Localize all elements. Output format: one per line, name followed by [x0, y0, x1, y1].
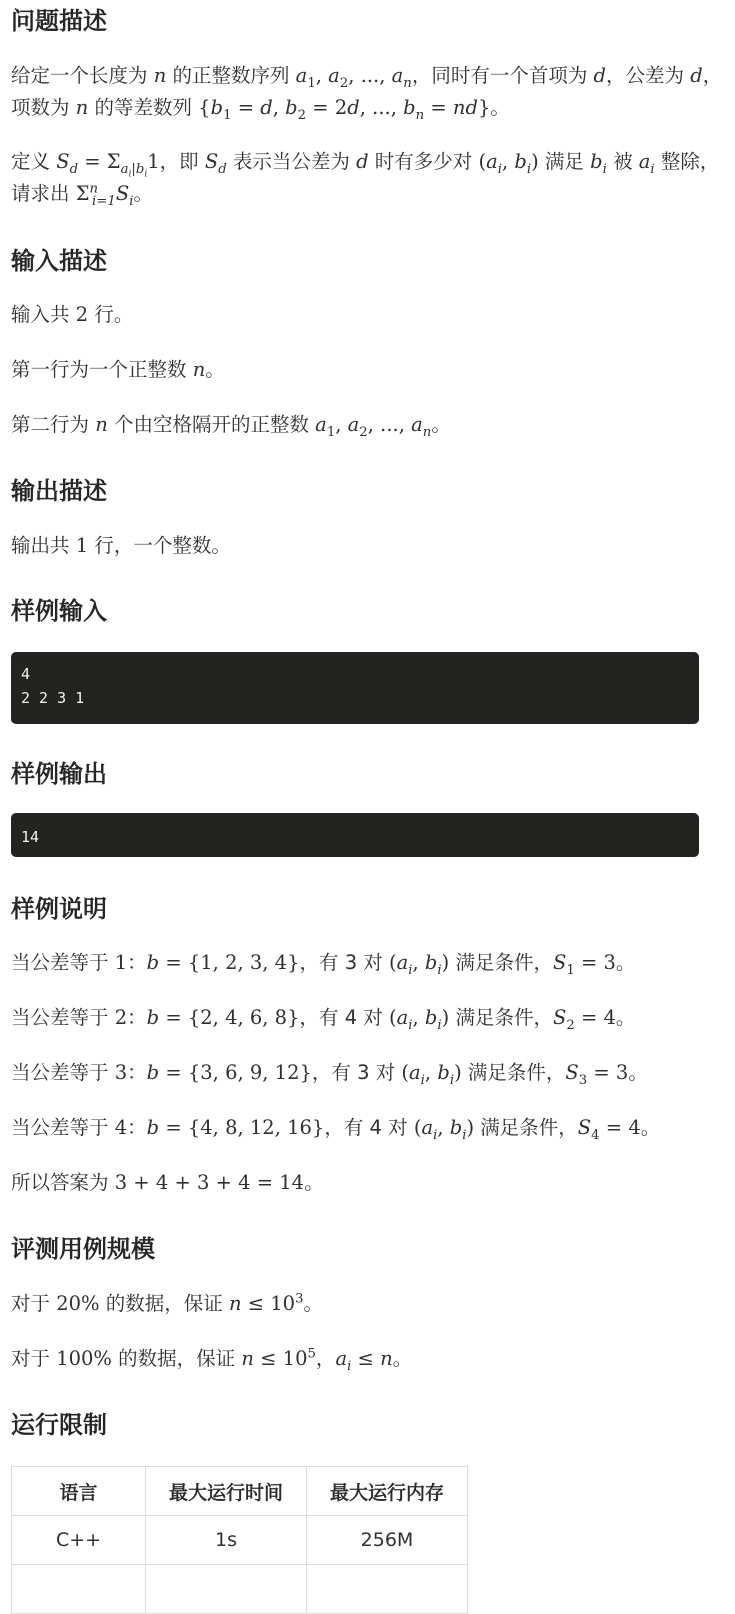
table-row-empty	[12, 1565, 468, 1614]
section-title-explanation: 样例说明	[11, 895, 107, 923]
table-header-row	[12, 1467, 468, 1516]
table-header-cell: 最大运行时间	[146, 1467, 307, 1516]
output-desc: 输出共 1 行，一个整数。	[11, 534, 231, 557]
sample-input-code: 4 2 2 3 1	[11, 652, 699, 724]
explanation-line2: 当公差等于 2：b = {2, 4, 6, 8}，有 4 对 ($a_i$, $b_i$) 满足条件，$S_2 = 4$。	[11, 1006, 636, 1033]
scale-line1: 对于 20% 的数据，保证 $n \le 10^3$。	[11, 1291, 324, 1315]
section-title-scale: 评测用例规模	[11, 1235, 155, 1263]
table-header-cell: 最大运行内存	[307, 1467, 468, 1516]
section-title-input: 输入描述	[11, 247, 107, 275]
scale-line2: 对于 100% 的数据，保证 $n \le 10^5$，$a_i \le n$。	[11, 1346, 413, 1374]
table-row	[12, 1516, 468, 1565]
explanation-final: 所以答案为 3 + 4 + 3 + 4 = 14。	[11, 1171, 324, 1194]
input-desc-line1: 输入共 2 行。	[11, 303, 134, 326]
section-title-sample-input: 样例输入	[11, 597, 107, 625]
section-title-sample-output: 样例输出	[11, 760, 107, 788]
table-cell: 1s	[146, 1516, 307, 1565]
problem-text: 给定一个长度为 n 的正整数序列 $a_1$, $a_2$, ..., $a_n$，同时有一个首项为 d，公差为 d，项数为 n 的等差数列 {$b_1 = d$, $b_2 = 2d$, ..., $b_n = nd$}。	[11, 64, 723, 123]
input-desc-line3: 第二行为 n 个由空格隔开的正整数 $a_1$, $a_2$, ..., $a_n$。	[11, 413, 451, 440]
table-cell: C++	[12, 1516, 146, 1565]
section-title-output: 输出描述	[11, 477, 107, 505]
explanation-line3: 当公差等于 3：b = {3, 6, 9, 12}，有 3 对 ($a_i$, $b_i$) 满足条件，$S_3 = 3$。	[11, 1061, 648, 1088]
sample-output-code: 14	[11, 813, 699, 857]
explanation-line1: 当公差等于 1：b = {1, 2, 3, 4}，有 3 对 ($a_i$, $b_i$) 满足条件，$S_1 = 3$。	[11, 951, 636, 978]
input-desc-line2: 第一行为一个正整数 n。	[11, 358, 225, 381]
limits-table	[11, 1466, 468, 1614]
section-title-limits: 运行限制	[11, 1411, 107, 1439]
definition-text: 定义 $S_d = \Sigma_{a_i|b_i}1$，即 $S_d$ 表示当公差为 d 时有多少对 ($a_i$, $b_i$) 满足 $b_i$ 被 $a_i$ 整除，请求出 $\Sigma^n_{i=1}S_i$。	[11, 150, 720, 209]
explanation-line4: 当公差等于 4：b = {4, 8, 12, 16}，有 4 对 ($a_i$, $b_i$) 满足条件，$S_4 = 4$。	[11, 1116, 661, 1143]
table-cell: 256M	[307, 1516, 468, 1565]
table-header-cell: 语言	[12, 1467, 146, 1516]
section-title-problem: 问题描述	[11, 7, 107, 35]
